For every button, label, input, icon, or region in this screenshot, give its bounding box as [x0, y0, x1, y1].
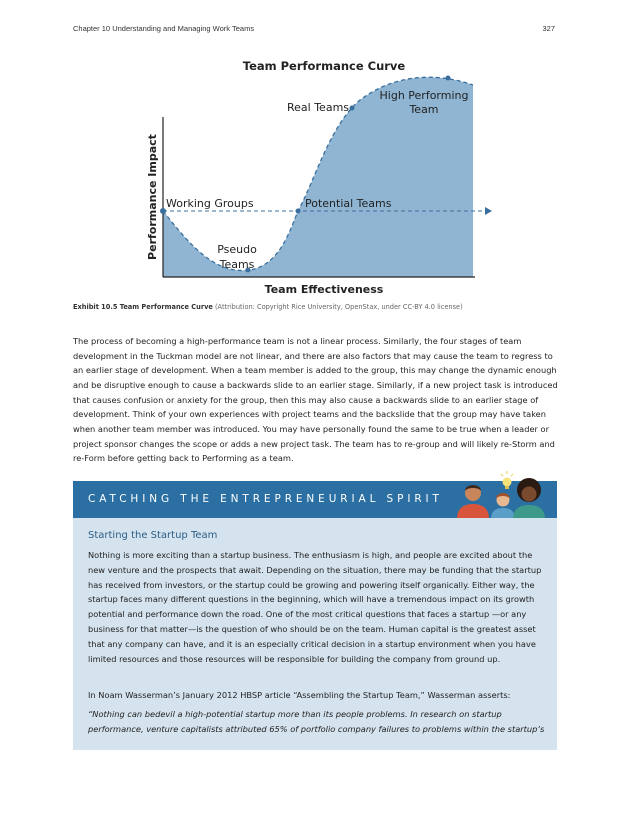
caption-label: Exhibit 10.5 Team Performance Curve [73, 303, 213, 311]
label-pseudo-line2: Teams [219, 258, 255, 271]
caption-attribution: (Attribution: Copyright Rice University, OpenStax, under CC-BY 4.0 license) [214, 303, 463, 311]
point-potential-teams [296, 209, 301, 214]
label-pseudo-line1: Pseudo [217, 243, 257, 256]
feature-box-header [73, 481, 557, 518]
feature-box-paragraph-2: In Noam Wasserman’s January 2012 HBSP article “Assembling the Startup Team,” Wasserman asserts: [88, 690, 511, 700]
figure-caption [73, 303, 463, 311]
team-performance-figure [130, 55, 500, 300]
label-real-teams: Real Teams [287, 101, 350, 114]
y-axis-label: Performance Impact [146, 134, 159, 260]
people-illustration-icon [455, 471, 545, 519]
feature-box-paragraph-1: Nothing is more exciting than a startup business. The enthusiasm is high, and people are excited about the new venture and the prospects that await. Depending on the situation, there may be funding that the startup has received from investors, or the startup could be growing and powering itself organically. Either way, the startup faces many different questions in the beginning, which will have a tremendous impact on its growth potential and performance down the road. One of the most critical questions that faces a startup —or any business for that matter—is the question of who should be on the team. Human capital is the greatest asset that any company can have, and it is an especially critical decision in a startup environment when you have limited resources and those resources will be responsible for building the company from ground up. [88, 550, 542, 664]
baseline-arrow [485, 207, 492, 215]
body-paragraph: The process of becoming a high-performance team is not a linear process. Similarly, the four stages of team development in the Tuckman model are not linear, and there are also factors that may cause the team to regress to an earlier stage of development. When a team member is added to the group, this may change the dynamic enough and be disruptive enough to cause a backwards slide to an earlier stage. Similarly, if a new project task is introduced that causes confusion or anxiety for the group, then this may also cause a backwards slide to an earlier stage of development. Think of your own experiences with project teams and the backslide that the group may have taken when another team member was introduced. You may have personally found the same to be true when a leader or project sponsor changes the scope or adds a new project task. The team has to re-group and will likely re-Storm and re-Form before getting back to Performing as a team. [73, 336, 558, 464]
x-axis-label: Team Effectiveness [264, 283, 384, 296]
feature-box-quote: “Nothing can bedevil a high-potential startup more than its people problems. In research on startup performance, venture capitalists attributed 65% of portfolio company failures to problems within the startup’s [88, 709, 545, 734]
point-high-performing [446, 76, 451, 81]
label-potential-teams: Potential Teams [305, 197, 392, 210]
chart-title: Team Performance Curve [242, 59, 406, 73]
label-working-groups: Working Groups [166, 197, 254, 210]
point-real-teams [350, 106, 355, 111]
feature-box-title: CATCHING THE ENTREPRENEURIAL SPIRIT [88, 493, 443, 505]
label-high-line1: High Performing [379, 89, 469, 102]
feature-box-body [73, 518, 557, 750]
feature-box-subtitle: Starting the Startup Team [88, 530, 218, 541]
chapter-header: Chapter 10 Understanding and Managing Work Teams [73, 24, 255, 33]
page-number: 327 [542, 24, 555, 33]
label-high-line2: Team [409, 103, 439, 116]
team-performance-chart [130, 55, 500, 300]
